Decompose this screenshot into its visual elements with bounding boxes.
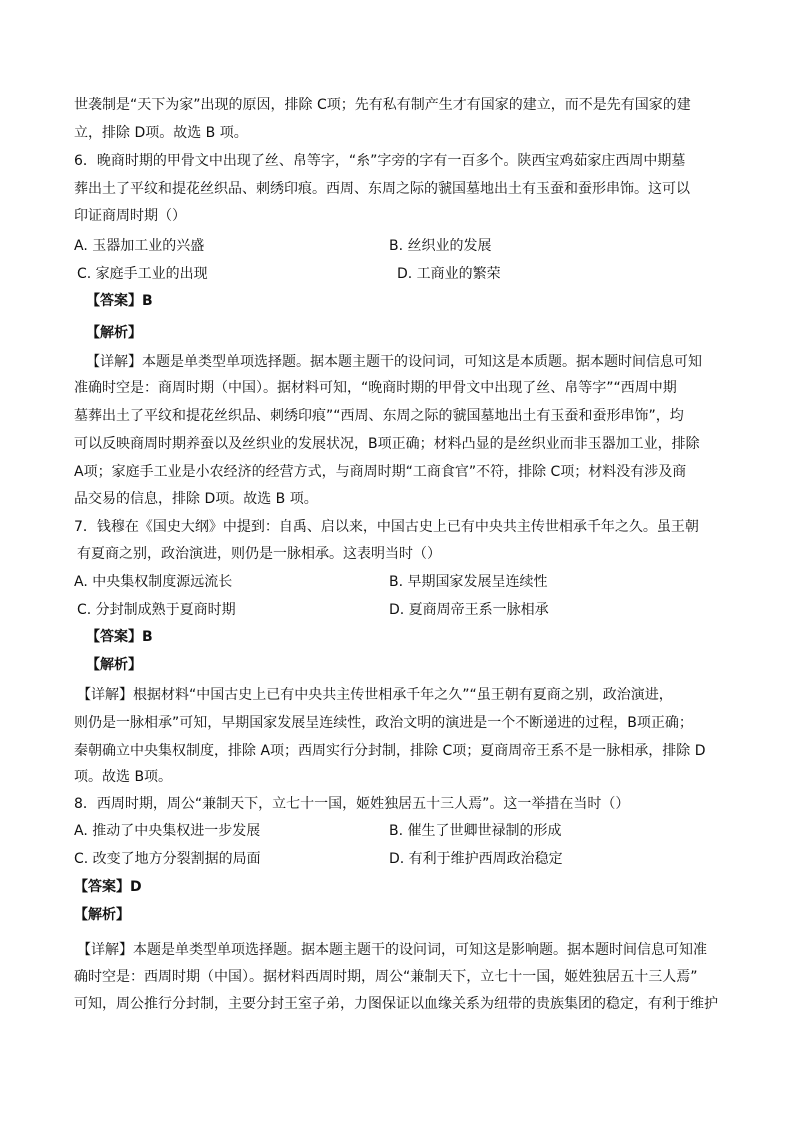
question-8-option-c: C. 改变了地方分裂割据的局面 <box>74 851 261 867</box>
question-7-stem-line-2: 有夏商之别，政治演进，则仍是一脉相承。这表明当时（） <box>77 546 441 562</box>
question-7-detail-line-1: 【详解】根据材料“中国古史上已有中央共主传世相承千年之久”“虽王朝有夏商之别，政治演进， <box>77 687 673 703</box>
question-7-detail-line-4: 项。故选 B项。 <box>74 769 173 785</box>
question-8-detail-line-2: 确时空是：西周时期（中国）。据材料西周时期，周公“兼制天下，立七十一国，姬姓独居五十三人焉” <box>74 969 698 985</box>
question-6-option-d: D. 工商业的繁荣 <box>397 266 501 282</box>
question-6-detail-line-1: 【详解】本题是单类型单项选择题。据本题主题干的设问词，可知这是本质题。据本题时间信息可知 <box>86 354 702 370</box>
question-6-option-c: C. 家庭手工业的出现 <box>77 266 208 282</box>
question-8-detail-line-3: 可知，周公推行分封制，主要分封王室子弟，力图保证以血缘关系为纽带的贵族集团的稳定，有利于维护 <box>74 996 718 1012</box>
intro-line-1: 世袭制是“天下为家”出现的原因，排除 C项；先有私有制产生才有国家的建立，而不是先有国家的建 <box>74 97 691 113</box>
question-6-detail-line-4: 可以反映商周时期养蚕以及丝织业的发展状况，B项正确；材料凸显的是丝织业而非玉器加工业，排除 <box>74 436 700 452</box>
question-7-stem-line-1: 7．钱穆在《国史大纲》中提到：自禹、启以来，中国古史上已有中央共主传世相承千年之久。虽王朝 <box>74 519 699 535</box>
question-8-option-d: D. 有利于维护西周政治稳定 <box>389 851 563 867</box>
question-6-analysis-label: 【解析】 <box>86 325 142 341</box>
question-7-analysis-label: 【解析】 <box>86 657 142 673</box>
question-8-answer: 【答案】D <box>74 879 142 895</box>
question-8-detail-line-1: 【详解】本题是单类型单项选择题。据本题主题干的设问词，可知这是影响题。据本题时间信息可知准 <box>77 942 707 958</box>
question-7-detail-line-2: 则仍是一脉相承”可知，早期国家发展呈连续性，政治文明的演进是一个不断递进的过程，B项正确； <box>74 715 693 731</box>
question-7-detail-line-3: 秦朝确立中央集权制度，排除 A项；西周实行分封制，排除 C项；夏商周帝王系不是一脉相承，排除 D <box>74 743 706 759</box>
question-6-detail-line-5: A项；家庭手工业是小农经济的经营方式，与商周时期“工商食官”不符，排除 C项；材料没有涉及商 <box>74 464 687 480</box>
question-6-detail-line-2: 准确时空是：商周时期（中国）。据材料可知，“晚商时期的甲骨文中出现了丝、帛等字”“西周中期 <box>74 380 677 396</box>
question-7-option-a: A. 中央集权制度源远流长 <box>74 574 233 590</box>
question-8-option-a: A. 推动了中央集权进一步发展 <box>74 823 261 839</box>
question-8-analysis-label: 【解析】 <box>74 907 130 923</box>
question-6-option-a: A. 玉器加工业的兴盛 <box>74 238 205 254</box>
question-7-option-c: C. 分封制成熟于夏商时期 <box>77 602 236 618</box>
question-6-detail-line-6: 品交易的信息，排除 D项。故选 B 项。 <box>74 491 318 507</box>
question-6-stem-line-3: 印证商周时期（） <box>74 208 186 224</box>
question-8-option-b: B. 催生了世卿世禄制的形成 <box>389 823 562 839</box>
question-7-answer: 【答案】B <box>86 629 153 645</box>
question-6-answer: 【答案】B <box>86 293 153 309</box>
question-6-stem-line-1: 6．晚商时期的甲骨文中出现了丝、帛等字，“糸”字旁的字有一百多个。陕西宝鸡茹家庄西周中期墓 <box>74 153 686 169</box>
question-8-stem-line-1: 8．西周时期，周公“兼制天下，立七十一国，姬姓独居五十三人焉”。这一举措在当时（） <box>74 796 630 812</box>
question-7-option-b: B. 早期国家发展呈连续性 <box>389 574 548 590</box>
intro-line-2: 立，排除 D项。故选 B 项。 <box>74 125 248 141</box>
question-6-stem-line-2: 葬出土了平纹和提花丝织品、刺绣印痕。西周、东周之际的虢国墓地出土有玉蚕和蚕形串饰。这可以 <box>74 181 690 197</box>
question-6-option-b: B. 丝织业的发展 <box>389 238 492 254</box>
question-6-detail-line-3: 墓葬出土了平纹和提花丝织品、刺绣印痕”“西周、东周之际的虢国墓地出土有玉蚕和蚕形串饰”，均 <box>74 408 684 424</box>
question-7-option-d: D. 夏商周帝王系一脉相承 <box>389 602 549 618</box>
